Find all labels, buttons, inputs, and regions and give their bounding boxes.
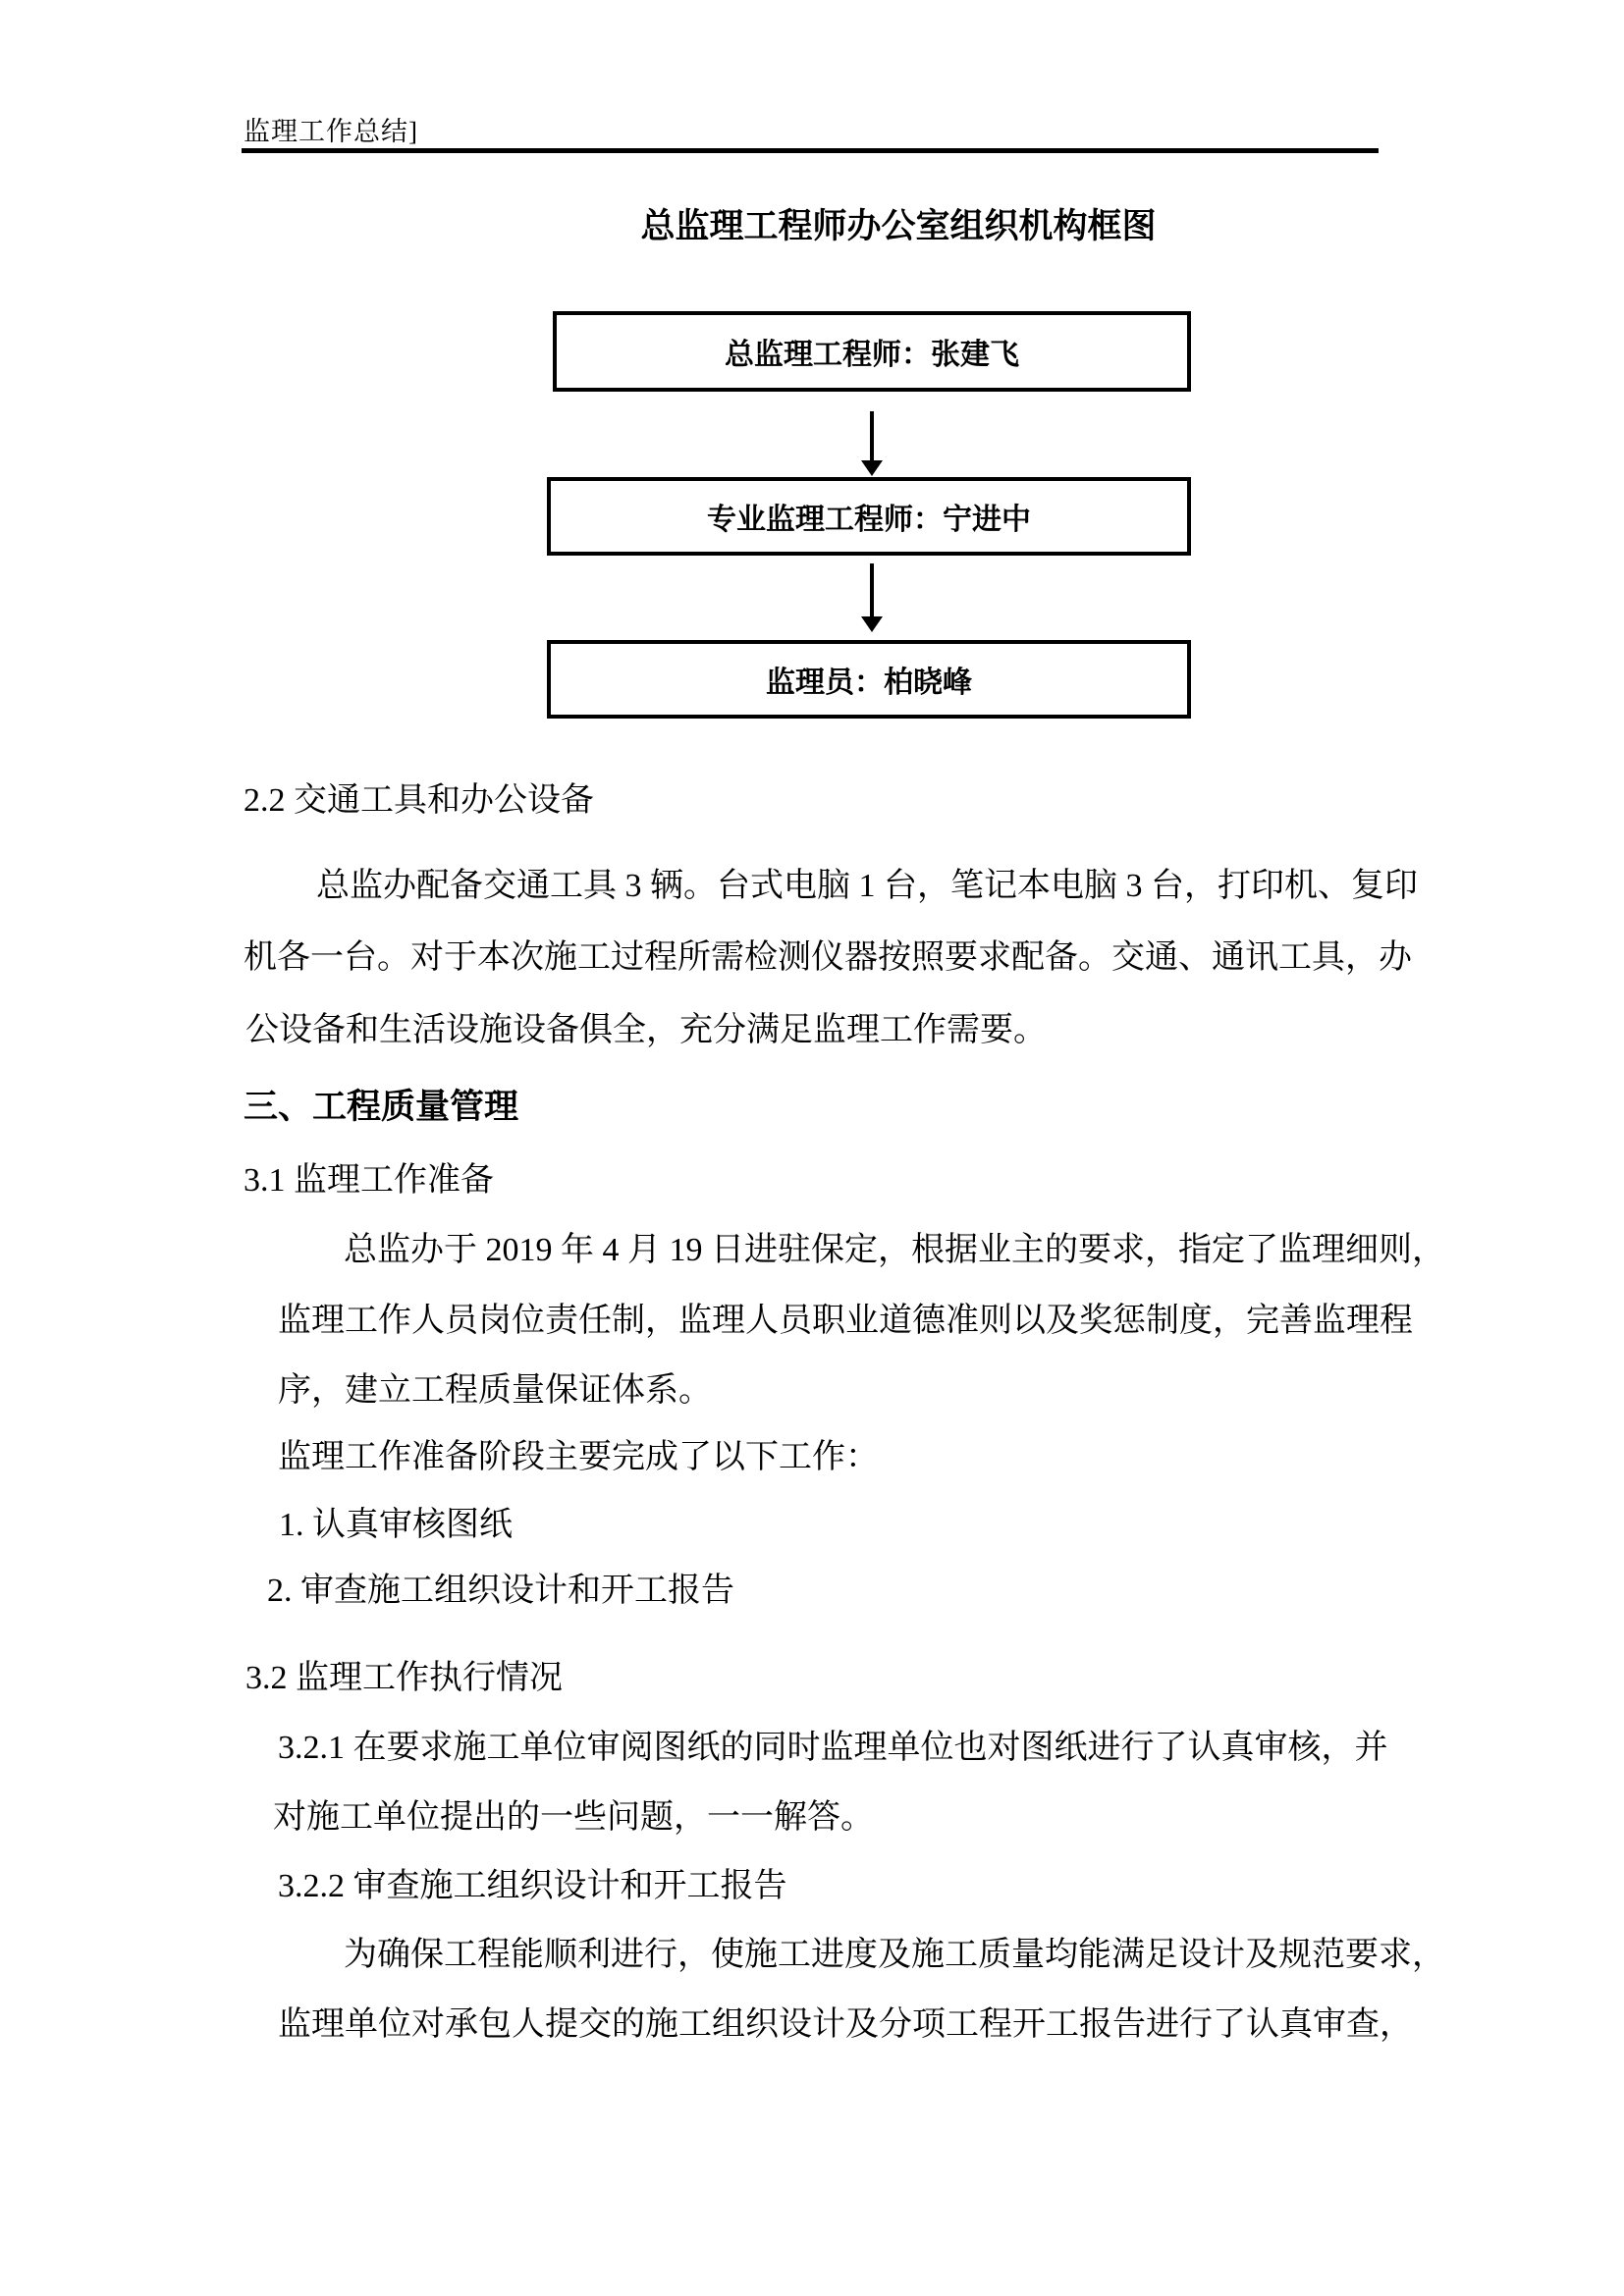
- list-item-2: 2. 审查施工组织设计和开工报告: [267, 1573, 734, 1609]
- org-node-specialty-engineer: 专业监理工程师：宁进中: [547, 477, 1191, 556]
- header-rule: [242, 148, 1379, 153]
- list-item-1: 1. 认真审核图纸: [279, 1507, 513, 1543]
- heading-2-2: 2.2 交通工具和办公设备: [244, 782, 594, 819]
- arrow-head-icon: [861, 460, 883, 476]
- heading-3-2: 3.2 监理工作执行情况: [245, 1660, 563, 1696]
- org-node-chief-engineer: 总监理工程师：张建飞: [553, 311, 1191, 392]
- body-line: 监理工作人员岗位责任制，监理人员职业道德准则以及奖惩制度，完善监理程: [278, 1303, 1413, 1339]
- body-line: 总监办于 2019 年 4 月 19 日进驻保定，根据业主的要求，指定了监理细则，: [344, 1232, 1445, 1268]
- arrow-shaft: [870, 563, 874, 616]
- running-header: 监理工作总结]: [244, 117, 418, 146]
- heading-3-2-1-line: 3.2.1 在要求施工单位审阅图纸的同时监理单位也对图纸进行了认真审核，并: [278, 1730, 1388, 1766]
- org-chart-title: 总监理工程师办公室组织机构框图: [640, 207, 1157, 245]
- heading-3-2-2: 3.2.2 审查施工组织设计和开工报告: [278, 1868, 787, 1904]
- body-line: 对施工单位提出的一些问题，一一解答。: [273, 1799, 874, 1836]
- heading-3-1: 3.1 监理工作准备: [244, 1162, 494, 1199]
- down-arrow-1: [860, 411, 884, 476]
- body-line: 为确保工程能顺利进行，使施工进度及施工质量均能满足设计及规范要求，: [344, 1937, 1445, 1973]
- body-line: 监理单位对承包人提交的施工组织设计及分项工程开工报告进行了认真审查，: [278, 2006, 1413, 2043]
- heading-3: 三、工程质量管理: [244, 1088, 519, 1126]
- arrow-head-icon: [861, 616, 883, 632]
- body-line: 监理工作准备阶段主要完成了以下工作：: [278, 1439, 879, 1475]
- org-node-supervisor: 监理员：柏晓峰: [547, 640, 1191, 719]
- body-line: 序，建立工程质量保证体系。: [278, 1372, 712, 1409]
- body-line: 机各一台。对于本次施工过程所需检测仪器按照要求配备。交通、通讯工具，办: [244, 939, 1412, 976]
- arrow-shaft: [870, 411, 874, 460]
- down-arrow-2: [860, 563, 884, 632]
- body-line: 总监办配备交通工具 3 辆。台式电脑 1 台，笔记本电脑 3 台，打印机、复印: [316, 868, 1418, 904]
- body-line: 公设备和生活设施设备俱全，充分满足监理工作需要。: [245, 1012, 1047, 1048]
